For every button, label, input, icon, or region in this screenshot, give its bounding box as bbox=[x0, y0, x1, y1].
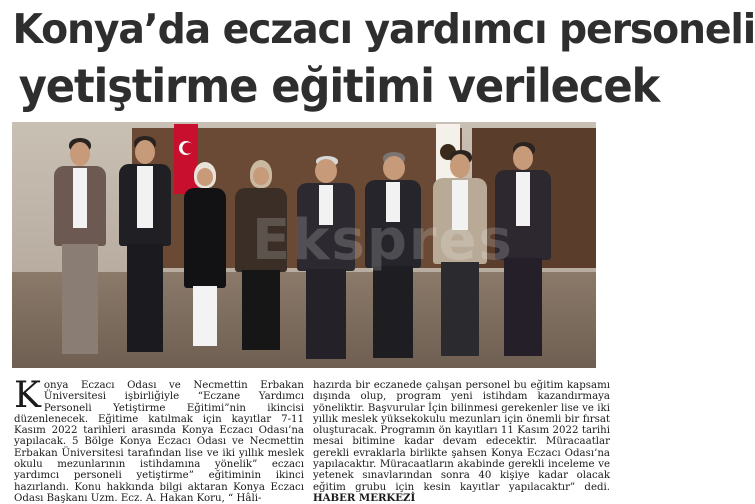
article-dropcap: K bbox=[14, 375, 41, 416]
headline-line-2: yetiştirme eğitimi verilecek bbox=[18, 59, 660, 113]
article-column-2-text: hazırda bir eczanede çalışan personel bu eğitim kapsamı dışında olup, program yeni istihdam kazandırmaya yöneliktir. Başvurular İçin bilinmesi gerekenler lise ve iki yıllık meslek yüksekokulu mezunları için önemli bir fırsat oluşturacak. Programın ön kayıtları 11 Kasım 2022 tarihi mesai bitimine kadar devam edecektir. Müracaatlar gerekli evraklarla birlikte şahsen Konya Eczacı Odası’na yapılacaktır. Müracaatların akabinde gerekli inceleme ve yetenek sınavlarından sonra 40 kişiye kadar olacak eğitim grubu için kesin kayıtlar yapılacaktır” dedi. bbox=[313, 380, 610, 493]
article-column-2 bbox=[313, 380, 610, 504]
headline-line-1: Konya’da eczacı yardımcı personeli bbox=[12, 5, 755, 53]
article-author: HABER MERKEZİ bbox=[313, 491, 416, 504]
person-3 bbox=[180, 162, 230, 368]
person-1 bbox=[50, 138, 110, 368]
person-2 bbox=[116, 136, 174, 368]
news-photo bbox=[12, 122, 596, 368]
article-column-1 bbox=[14, 375, 304, 504]
article-column-1-text: onya Eczacı Odası ve Necmettin Erbakan Üniversitesi işbirliğiyle “Eczane Yardımcı Personeli Yetiştirme Eğitimi”nin ikincisi düzenlenecek. Eğitime katılmak için kayıtlar 7-11 Kasım 2022 tarihleri arasında Konya Eczacı Odası’na yapılacak. 5 Bölge Konya Eczacı Odası ve Necmettin Erbakan Üniversitesi tarafından lise ve iki yıllık meslek okulu mezunlarının istihdamına yönelik” eczacı yardımcı personeli yetiştirme” eğitiminin ikinci hazırlandı. Konu hakkında bilgi aktaran Konya Eczacı Odası Başkanı Uzm. Ecz. A. Hakan Koru, “ Hâli- bbox=[14, 380, 304, 504]
photo-watermark: Ekspres bbox=[252, 208, 514, 273]
